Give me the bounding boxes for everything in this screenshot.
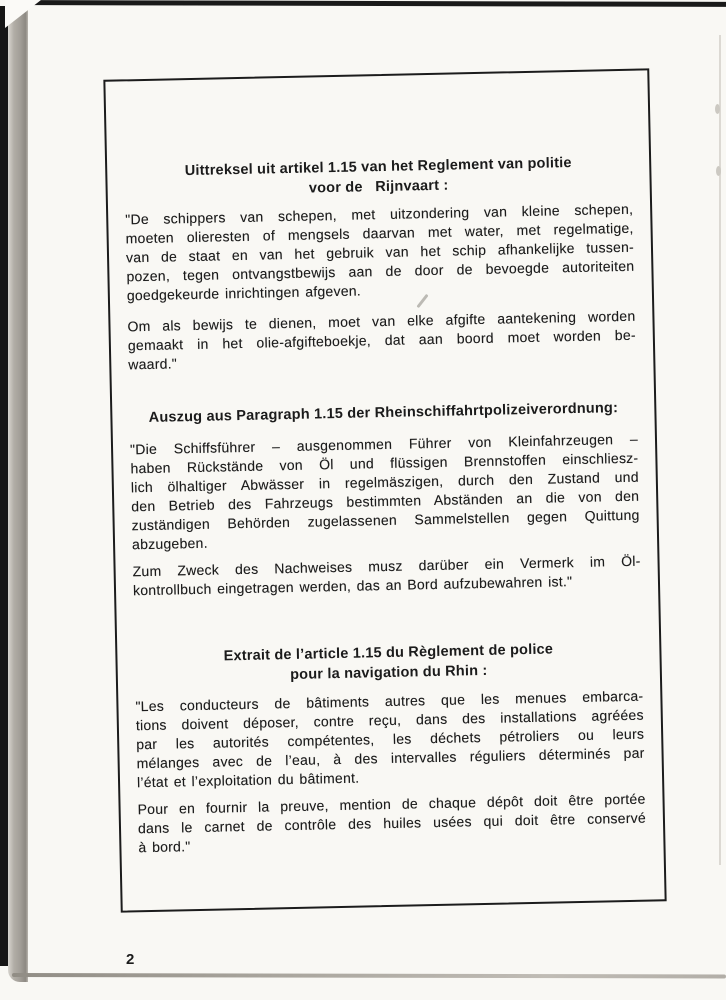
french-paragraph-1: "Les conducteurs de bâtiments autres que les menues embarca- tions doivent déposer, contre reçu, dans des installations agréées par les autorités compétentes, les déchets pétroliers ou leurs mélanges avec de l’eau, à des intervalles réguliers déterminés par l’état et l’exploitation du bâtiment.	[135, 687, 645, 791]
corner-fold	[5, 0, 41, 28]
page-bottom-edge	[12, 973, 726, 978]
german-paragraph-2: Zum Zweck des Nachweises musz darüber ein Vermerk im Öl- kontrollbuch eingetragen werden, das an Bord aufzubewahren ist."	[132, 552, 641, 599]
german-paragraph-1: "Die Schiffsführer – ausgenommen Führer von Kleinfahrzeugen – haben Rückstände von Öl und flüssigen Brennstoffen einschliesz- lich ölhaltiger Abwässer in regelmäszigen, durch den Zustand und den Betrieb des Fahrzeugs bestimmten Abständen an die von den zuständigen Behörden zugelassenen Sammelstellen gegen Quittung abzugeben.	[129, 430, 640, 553]
scanner-edge-top	[6, 0, 726, 7]
french-paragraph-2: Pour en fournir la preuve, mention de chaque dépôt doit être portée dans le carnet de contrôle des huiles usées qui doit être conservé à bord."	[137, 790, 647, 856]
content-frame	[103, 68, 666, 912]
french-heading-line1: Extrait de l’article 1.15 du Règlement de police	[223, 641, 554, 665]
dutch-heading	[124, 152, 633, 203]
french-heading-line2: pour la navigation du Rhin :	[290, 662, 488, 684]
dutch-heading-line2: voor de Rijnvaart :	[308, 177, 449, 197]
dutch-heading-line1: Uittreksel uit artikel 1.15 van het Reglement van politie	[184, 155, 572, 180]
page-crease	[719, 35, 721, 865]
dutch-paragraph-1: "De schippers van schepen, met uitzondering van kleine schepen, moeten olieresten of mengsels daarvan met water, met regelmatige, van de staat en van het gebruik van het schip afhankelijke tussen- pozen, tegen ontvangstbewijs aan de door de bevoegde autoriteiten goedgekeurde inrichtingen afgeven.	[125, 200, 635, 304]
paper-blemish	[715, 104, 720, 114]
german-heading: Auszug aus Paragraph 1.15 der Rheinschiffahrtpolizeiverordnung:	[148, 400, 619, 426]
paper-blemish	[716, 166, 721, 176]
page-number: 2	[126, 951, 135, 968]
french-heading	[134, 638, 643, 689]
binding-edge	[0, 6, 8, 966]
dutch-paragraph-2: Om als bewijs te dienen, moet van elke afgifte aantekening worden gemaakt in het olie-afgifteboekje, dat aan boord moet worden be- waard."	[127, 307, 636, 373]
page-stack-edge	[8, 8, 28, 982]
